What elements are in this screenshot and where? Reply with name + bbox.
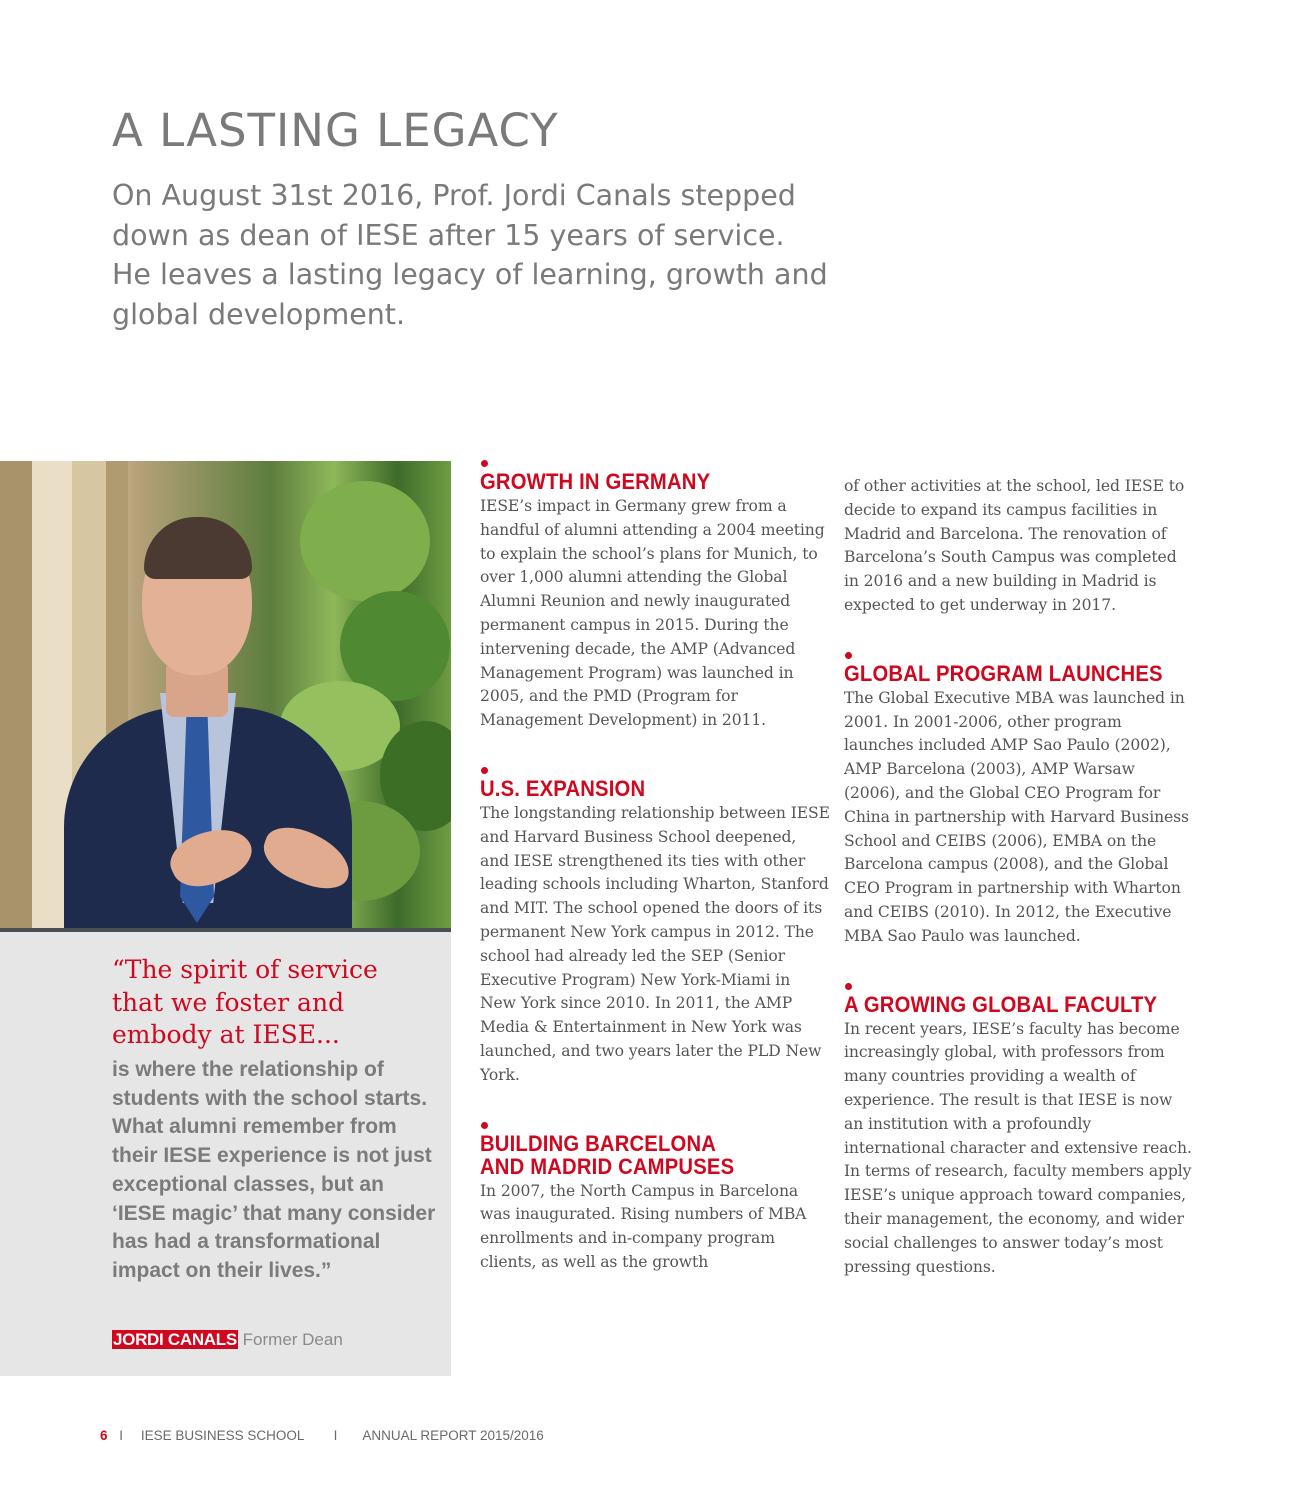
section-body: The Global Executive MBA was launched in 2001. In 2001-2006, other program launches included AMP Sao Paulo (2002), AMP Barcelona (2003), AMP Warsaw (2006), and the Global CEO Program for China in partnership with Harvard Business School and CEIBS (2006), EMBA on the Barcelona campus (2008), and the Global CEO Program in partnership with Wharton and CEIBS (2010). In 2012, the Executive MBA Sao Paulo was launched. [844,688,1189,945]
portrait-photo [0,461,451,928]
page-footer [100,1428,544,1443]
section-growth-germany [480,460,830,733]
section-body: In 2007, the North Campus in Barcelona was inaugurated. Rising numbers of MBA enrollments and in-company program clients, as well as the growth [480,1181,807,1271]
bullet-icon [845,652,852,659]
section-building-campuses [480,1122,830,1275]
section-title: A GROWING GLOBAL FACULTY [844,991,1158,1017]
section-body-continued: of other activities at the school, led IESE to decide to expand its campus facilities in Madrid and Barcelona. The renovation of Barcelona’s South Campus was completed in 2016 and a new building in Madrid is expected to get underway in 2017. [844,477,1185,614]
page-number: 6 [100,1428,108,1443]
section-body: In recent years, IESE’s faculty has become increasingly global, with professors from many countries providing a wealth of experience. The result is that IESE is now an institution with a profoundly international character and extensive reach. In terms of research, faculty members apply IESE’s unique approach toward companies, their management, the economy, and wider social challenges to answer today’s most pressing questions. [844,1019,1192,1276]
footer-divider: I [119,1428,124,1443]
quote-headline: “The spirit of service that we foster and embody at IESE... [112,955,378,1049]
article-column-2 [844,460,1194,1279]
bullet-icon [481,767,488,774]
bullet-icon [845,983,852,990]
quote-attribution [112,1330,343,1350]
intro-paragraph: On August 31st 2016, Prof. Jordi Canals stepped down as dean of IESE after 15 years of service. He leaves a lasting legacy of learning, growth and global development. [112,179,828,331]
section-global-faculty [844,983,1194,1280]
section-title: GLOBAL PROGRAM LAUNCHES [844,660,1163,686]
bullet-icon [481,460,488,467]
attribution-role: Former Dean [242,1330,343,1349]
quote-body: is where the relationship of students with the school starts. What alumni remember from their IESE experience is not just exceptional classes, but an ‘IESE magic’ that many consider has had a transformational impact on their lives.” [112,1058,436,1282]
section-body: The longstanding relationship between IESE and Harvard Business School deepened, and IESE strengthened its ties with other leading schools including Wharton, Stanford and MIT. The school opened the doors of its permanent New York campus in 2012. The school had already led the SEP (Senior Executive Program) New York-Miami in New York since 2010. In 2011, the AMP Media & Entertainment in New York was launched, and two years later the PLD New York. [480,803,830,1084]
pull-quote [0,932,451,1376]
section-title: GROWTH IN GERMANY [480,469,711,494]
article-column-1 [480,460,830,1275]
page-title: A LASTING LEGACY [112,104,559,157]
section-title: U.S. EXPANSION [480,775,646,801]
footer-divider: I [333,1428,338,1443]
attribution-name: JORDI CANALS [113,1330,237,1349]
footer-school: IESE BUSINESS SCHOOL [140,1428,304,1443]
section-campuses-continued [844,475,1194,618]
section-title: BUILDING BARCELONA AND MADRID CAMPUSES [480,1130,735,1179]
section-global-program-launches [844,652,1194,949]
section-body: IESE’s impact in Germany grew from a handful of alumni attending a 2004 meeting to explain the school’s plans for Munich, to over 1,000 alumni attending the Global Alumni Reunion and newly inaugurated permanent campus in 2015. During the intervening decade, the AMP (Advanced Management Program) was launched in 2005, and the PMD (Program for Management Development) in 2011. [480,497,825,730]
bullet-icon [481,1122,488,1129]
section-us-expansion [480,767,830,1088]
footer-report: ANNUAL REPORT 2015/2016 [362,1428,544,1443]
